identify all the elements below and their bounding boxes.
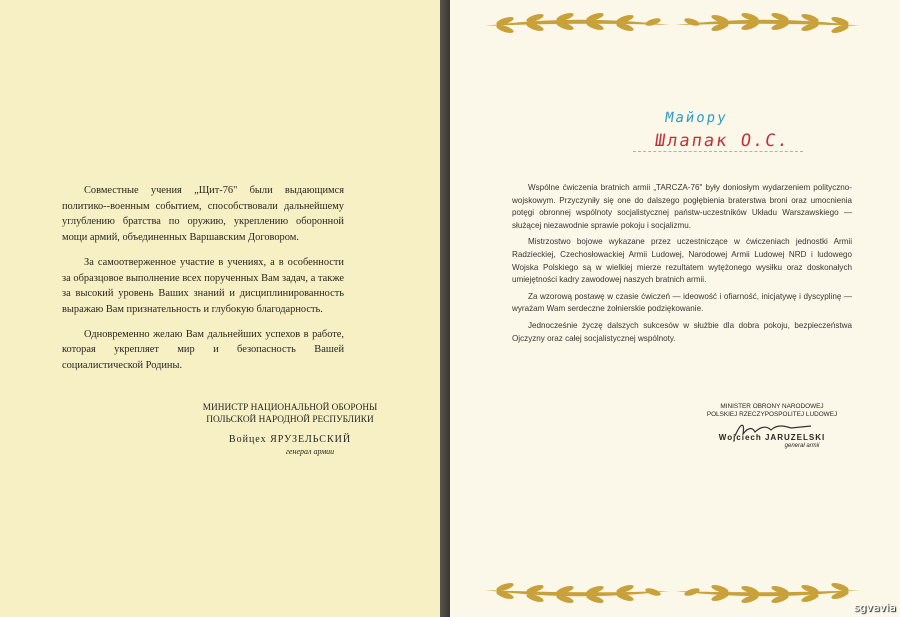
polish-signature-name: Wojciech JARUZELSKI [718,433,826,442]
russian-signature-name: Войцех ЯРУЗЕЛЬСКИЙ [228,434,352,445]
handwritten-recipient-name: Шлапак О.С. [653,131,791,151]
russian-signature-rank: генерал армии [285,447,335,456]
polish-letter-body [512,182,852,349]
polish-paragraph-2: Mistrzostwo bojowe wykazane przez uczestniczące w ćwiczeniach jednostki Armii Radzieckiej, Czechosłowackiej Armii Ludowej, Narodowej Armii Ludowej NRD i ludowego Wojska Polskiego są w wielkiej mierze rezultatem wytężonego wysiłku oraz doskonałych umiejętności kadry zawodowej naszych bratnich armii. [512,237,852,285]
polish-signature-rank: generał armii [784,443,820,449]
polish-paragraph-3: Za wzorową postawę w czasie ćwiczeń — ideowość i ofiarność, inicjatywę i dyscyplinę — wyrażam Wam serdeczne żołnierskie podziękowanie. [512,291,852,314]
russian-paragraph-3: Одновременно желаю Вам дальнейших успехов в работе, которая укрепляет мир и безопасность Вашей социалистической Родины. [62,328,344,372]
polish-signature-block [672,403,872,450]
russian-signature-block [150,402,430,458]
polish-signature-title-1: MINISTER OBRONY NARODOWEJ [720,403,824,410]
book-gutter [440,0,450,617]
russian-letter-body [62,183,344,383]
polish-paragraph-1: Wspólne ćwiczenia bratnich armii „TARCZA-76" były doniosłym wydarzeniem polityczno-wojskowym. Przyczyniły się one do dalszego pogłębienia braterstwa broni oraz umocnienia potęgi obronnej wspólnoty socjalistycznej państw-uczestników Układu Warszawskiego — służącej niezawodnie sprawie pokoju i socjalizmu. [512,183,852,230]
bottom-laurel-ornament [485,576,860,606]
russian-letter-page [0,0,440,617]
polish-letter-page [450,0,900,617]
polish-paragraph-4: Jednocześnie życzę dalszych sukcesów w służbie dla dobra pokoju, bezpieczeństwa Ojczyzny oraz całej socjalistycznej wspólnoty. [512,320,852,343]
polish-signature-title-2: POLSKIEJ RZECZYPOSPOLITEJ LUDOWEJ [706,411,838,418]
russian-signature-title-1: МИНИСТР НАЦИОНАЛЬНОЙ ОБОРОНЫ [202,403,378,413]
watermark: sgvavia [853,601,896,614]
handwritten-rank: Майору [663,110,729,126]
recipient-line [633,151,803,152]
russian-signature-title-2: ПОЛЬСКОЙ НАРОДНОЙ РЕСПУБЛИКИ [206,415,374,425]
russian-paragraph-2: За самоотверженное участие в учениях, а в особенности за образцовое выполнение всех порученных Вам задач, а также за высокий уровень Ваших знаний и дисциплинированность выражаю Вам признательность и глубокую благодарность. [62,256,344,315]
russian-paragraph-1: Совместные учения „Щит-76" были выдающимся политико--военным событием, способствовали дальнейшему углублению братства по оружию, укреплению оборонной мощи армий, объединенных Варшавским Договором. [62,185,344,244]
top-laurel-ornament [485,10,860,40]
